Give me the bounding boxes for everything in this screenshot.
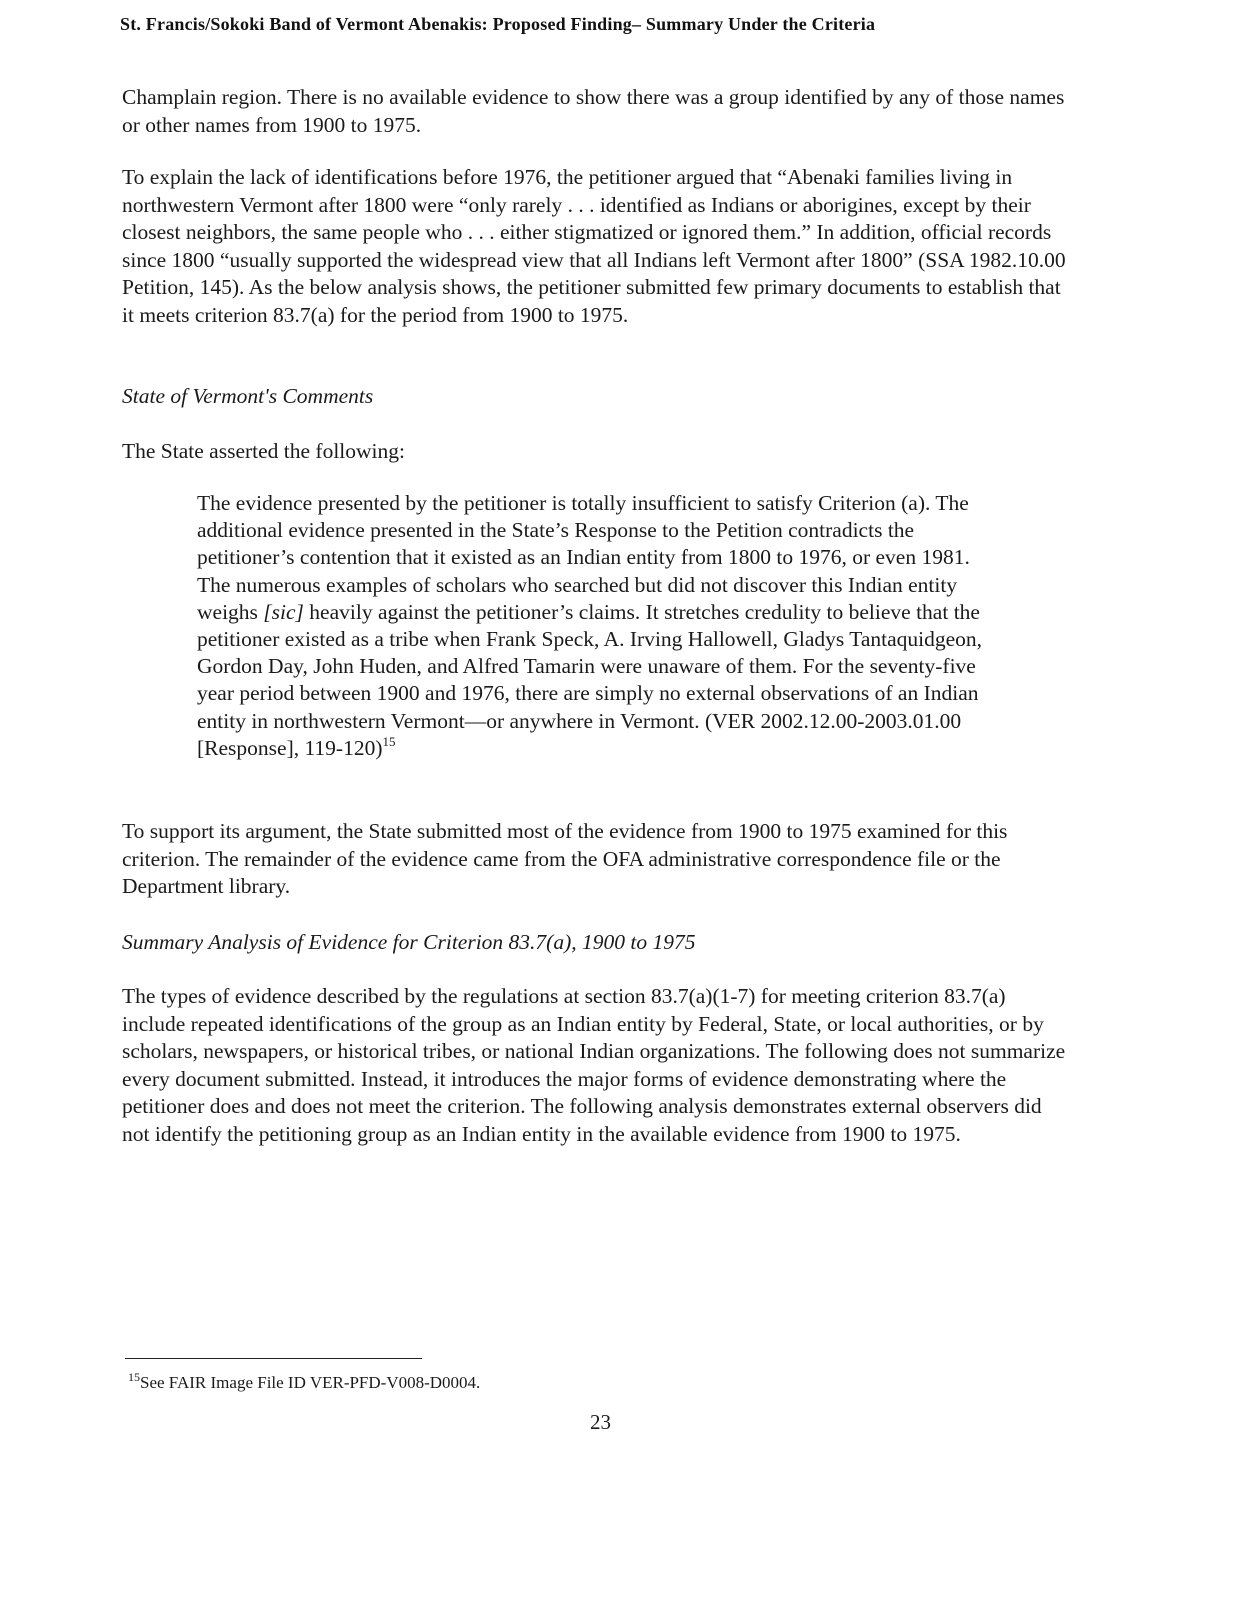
footnote bbox=[128, 1370, 481, 1393]
paragraph-lack-of-identifications: To explain the lack of identifications before 1976, the petitioner argued that “Abenaki families living in northwestern Vermont after 1800 were “only rarely . . . identified as Indians or aborigines, except by their closest neighbors, the same people who . . . either stigmatized or ignored them.” In addition, official records since 1800 “usually supported the widespread view that all Indians left Vermont after 1800” (SSA 1982.10.00 Petition, 145). As the below analysis shows, the petitioner submitted few primary documents to establish that it meets criterion 83.7(a) for the period from 1900 to 1975. bbox=[122, 165, 1066, 327]
paragraph-state-asserted: The State asserted the following: bbox=[122, 439, 406, 463]
footnote-text: See FAIR Image File ID VER-PFD-V008-D0004. bbox=[140, 1373, 481, 1392]
section-heading-state-comments: State of Vermont's Comments bbox=[122, 384, 374, 408]
sic-marker: [sic] bbox=[263, 599, 304, 624]
footnote-divider bbox=[125, 1358, 422, 1359]
footnote-number: 15 bbox=[128, 1370, 140, 1384]
paragraph-state-support: To support its argument, the State submitted most of the evidence from 1900 to 1975 examined for this criterion. The remainder of the evidence came from the OFA administrative correspondence file or the Department library. bbox=[122, 819, 1008, 898]
paragraph-champlain: Champlain region. There is no available evidence to show there was a group identified by any of those names or other names from 1900 to 1975. bbox=[122, 85, 1065, 137]
paragraph-types-of-evidence: The types of evidence described by the regulations at section 83.7(a)(1-7) for meeting criterion 83.7(a) include repeated identifications of the group as an Indian entity by Federal, State, or local authorities, or by scholars, newspapers, or historical tribes, or national Indian organizations. The following does not summarize every document submitted. Instead, it introduces the major forms of evidence demonstrating where the petitioner does and does not meet the criterion. The following analysis demonstrates external observers did not identify the petitioning group as an Indian entity in the available evidence from 1900 to 1975. bbox=[122, 984, 1066, 1146]
quote-text-part1: The evidence presented by the petitioner is totally insufficient to satisfy Criterion (a). The additional evidence presented in the State’s Response to the Petition contradicts the petitioner’s contention that it existed as an Indian entity from 1800 to 1976, or even 1981. The numerous examples of scholars who searched but did not discover this Indian entity weighs bbox=[197, 491, 970, 624]
footnote-reference[interactable]: 15 bbox=[382, 733, 396, 749]
page-number: 23 bbox=[590, 1410, 611, 1434]
running-header: St. Francis/Sokoki Band of Vermont Abenakis: Proposed Finding– Summary Under the Criteria bbox=[120, 14, 876, 34]
quote-text-part2: heavily against the petitioner’s claims. It stretches credulity to believe that the petitioner existed as a tribe when Frank Speck, A. Irving Hallowell, Gladys Tantaquidgeon, Gordon Day, John Huden, and Alfred Tamarin were unaware of them. For the seventy-five year period between 1900 and 1976, there are simply no external observations of an Indian entity in northwestern Vermont—or anywhere in Vermont. (VER 2002.12.00-2003.01.00 [Response], 119-120) bbox=[197, 599, 983, 760]
block-quote-state bbox=[197, 490, 997, 762]
section-heading-summary-analysis: Summary Analysis of Evidence for Criterion 83.7(a), 1900 to 1975 bbox=[122, 930, 696, 954]
